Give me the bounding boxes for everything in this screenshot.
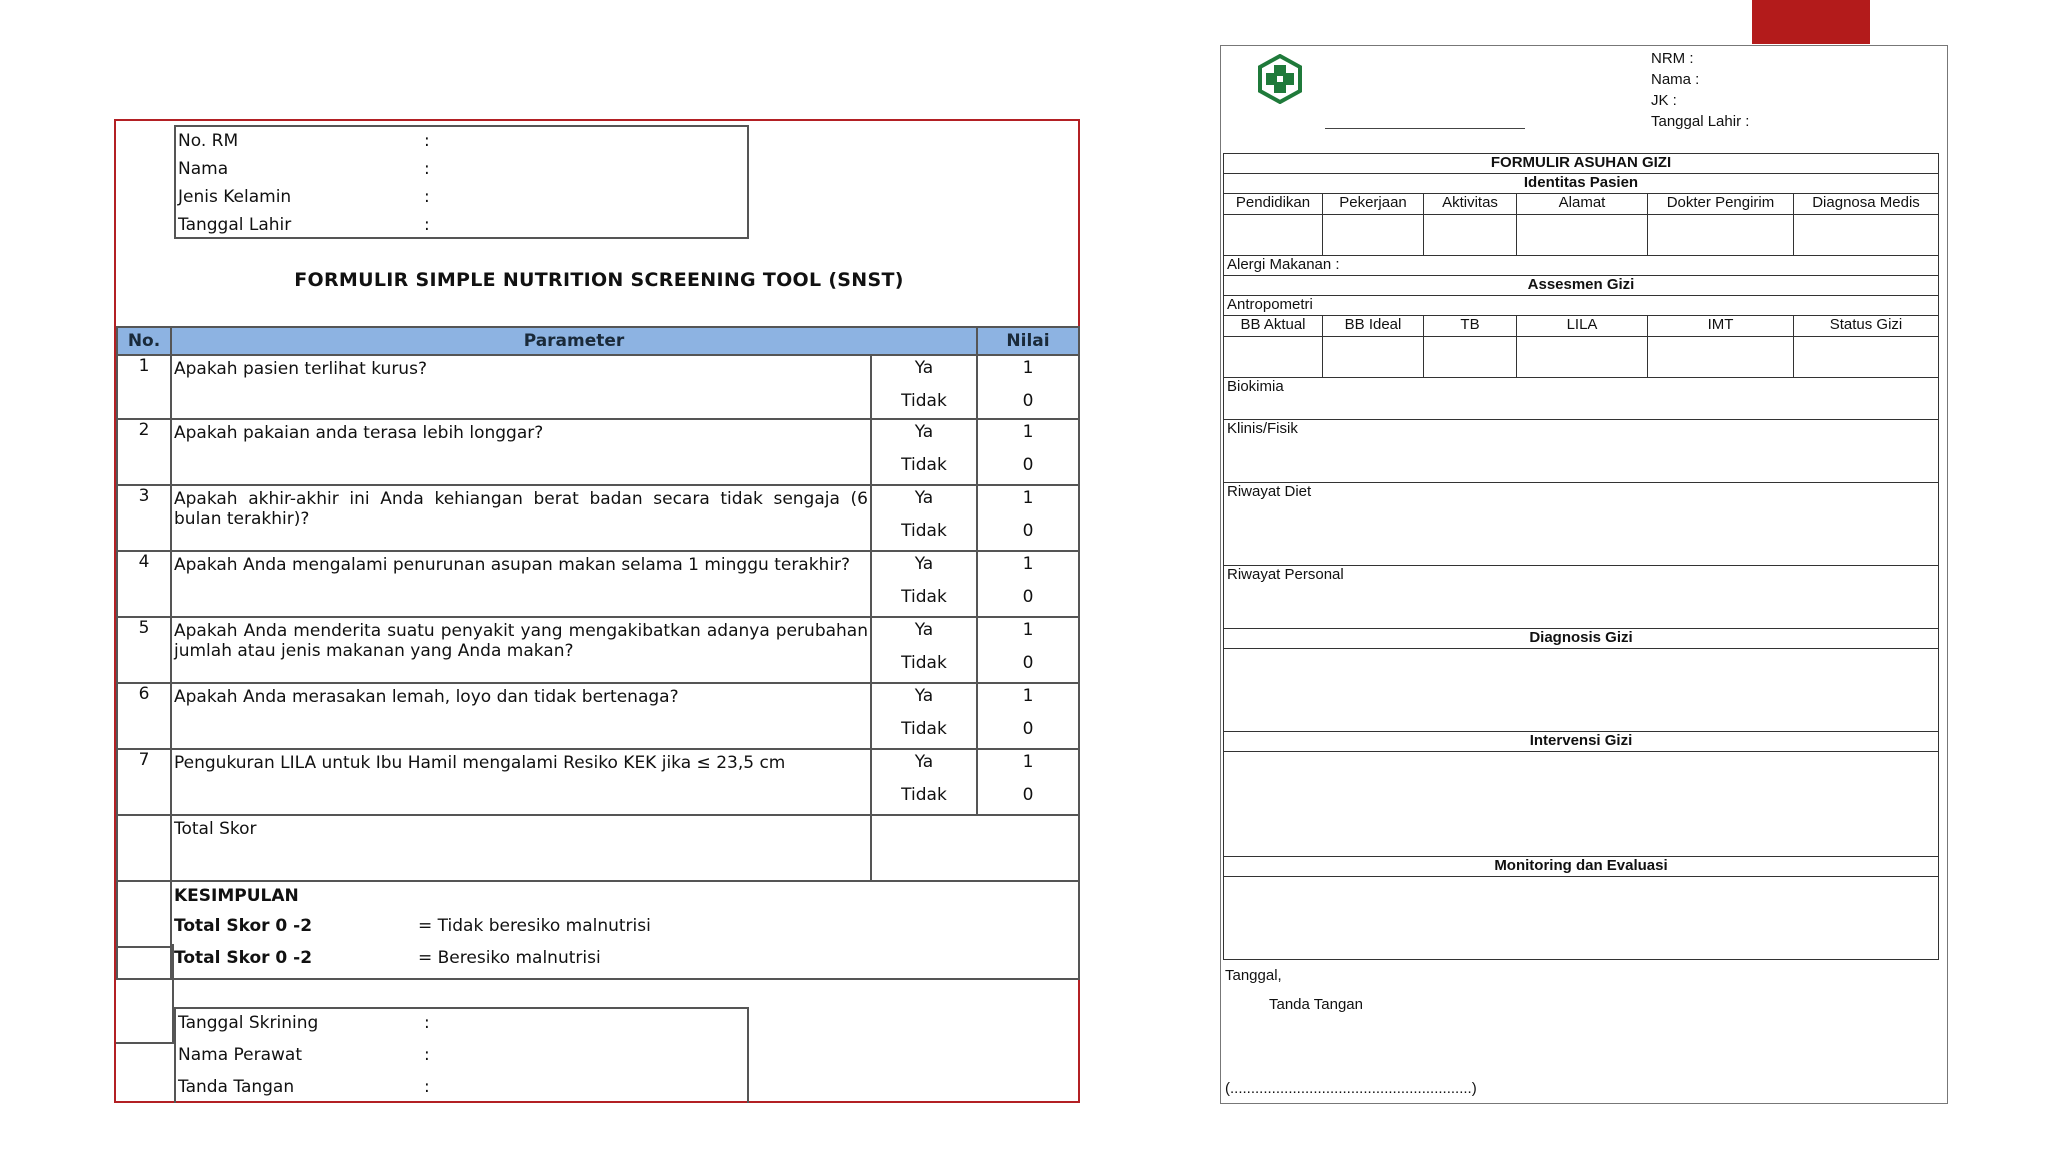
option-yes: Ya: [914, 422, 934, 442]
asuhan-gizi-form: [1220, 45, 1948, 1104]
question-row: [117, 617, 1079, 683]
option-no: Tidak: [901, 455, 947, 475]
field-colon: :: [424, 131, 430, 151]
snst-title: FORMULIR SIMPLE NUTRITION SCREENING TOOL (SNST): [294, 269, 904, 291]
field-colon: :: [424, 215, 430, 235]
col-diagnosa-medis: Diagnosa Medis: [1794, 194, 1939, 215]
field-colon: :: [424, 187, 430, 207]
value-no: 0: [1022, 785, 1034, 805]
conclusion-result: = Beresiko malnutrisi: [418, 948, 601, 968]
total-value-cell: [871, 815, 1079, 881]
value-no: 0: [1022, 719, 1034, 739]
value-yes: 1: [1022, 752, 1034, 772]
section-intervensi: Intervensi Gizi: [1224, 732, 1939, 752]
question-text: Apakah akhir-akhir ini Anda kehiangan berat badan secara tidak sengaja (6 bulan terakhir)?: [171, 485, 871, 551]
question-number: 1: [117, 355, 171, 419]
conclusion-result: = Tidak beresiko malnutrisi: [418, 916, 651, 936]
question-row: [117, 419, 1079, 485]
header-line: [1325, 128, 1525, 129]
option-yes: Ya: [914, 620, 934, 640]
conclusion-item: [174, 910, 1076, 942]
value-yes: 1: [1022, 358, 1034, 378]
section-assesmen: Assesmen Gizi: [1224, 276, 1939, 296]
gizi-table: [1223, 153, 1939, 960]
section-diagnosis: Diagnosis Gizi: [1224, 629, 1939, 649]
field-label: Tanggal Skrining: [178, 1013, 319, 1033]
option-yes: Ya: [914, 752, 934, 772]
value-yes: 1: [1022, 422, 1034, 442]
field-colon: :: [424, 1077, 430, 1097]
option-no: Tidak: [901, 521, 947, 541]
question-number: 4: [117, 551, 171, 617]
option-yes: Ya: [914, 554, 934, 574]
question-text: Apakah Anda merasakan lemah, loyo dan tidak bertenaga?: [171, 683, 871, 749]
total-label: Total Skor: [171, 815, 871, 881]
accent-tab: [1752, 0, 1870, 44]
conclusion-label: Total Skor 0 -2: [174, 948, 313, 968]
field-nrm: NRM :: [1651, 50, 1694, 67]
question-number: 3: [117, 485, 171, 551]
option-yes: Ya: [914, 488, 934, 508]
conclusion-row: [117, 881, 1079, 979]
value-no: 0: [1022, 391, 1034, 411]
field-label: No. RM: [178, 131, 239, 151]
option-yes: Ya: [914, 358, 934, 378]
col-aktivitas: Aktivitas: [1424, 194, 1517, 215]
value-no: 0: [1022, 587, 1034, 607]
col-dokter-pengirim: Dokter Pengirim: [1648, 194, 1794, 215]
question-number: 5: [117, 617, 171, 683]
snst-table: [116, 326, 1080, 980]
col-tb: TB: [1424, 316, 1517, 337]
monitoring-area: [1224, 877, 1939, 960]
option-no: Tidak: [901, 719, 947, 739]
question-row: [117, 355, 1079, 419]
table-header: [117, 327, 1079, 355]
question-number: 7: [117, 749, 171, 815]
label-tanda-tangan: Tanda Tangan: [1269, 996, 1363, 1013]
option-no: Tidak: [901, 653, 947, 673]
question-text: Apakah pakaian anda terasa lebih longgar?: [171, 419, 871, 485]
section-identitas: Identitas Pasien: [1224, 174, 1939, 194]
field-colon: :: [424, 1013, 430, 1033]
diagnosis-area: [1224, 649, 1939, 732]
value-no: 0: [1022, 521, 1034, 541]
field-label: Tanda Tangan: [178, 1077, 295, 1097]
question-text: Apakah pasien terlihat kurus?: [171, 355, 871, 419]
section-monitoring: Monitoring dan Evaluasi: [1224, 857, 1939, 877]
label-riwayat-diet: Riwayat Diet: [1224, 483, 1939, 566]
field-label: Jenis Kelamin: [178, 187, 292, 207]
col-bb-ideal: BB Ideal: [1323, 316, 1424, 337]
col-pendidikan: Pendidikan: [1224, 194, 1323, 215]
question-text: Apakah Anda mengalami penurunan asupan makan selama 1 minggu terakhir?: [171, 551, 871, 617]
col-lila: LILA: [1517, 316, 1648, 337]
label-alergi: Alergi Makanan :: [1224, 256, 1939, 276]
option-no: Tidak: [901, 391, 947, 411]
question-row: [117, 683, 1079, 749]
col-bb-aktual: BB Aktual: [1224, 316, 1323, 337]
label-tanggal: Tanggal,: [1225, 967, 1282, 984]
value-yes: 1: [1022, 554, 1034, 574]
question-number: 2: [117, 419, 171, 485]
total-row: [117, 815, 1079, 881]
field-label: Tanggal Lahir: [178, 215, 292, 235]
option-no: Tidak: [901, 785, 947, 805]
form-title: FORMULIR ASUHAN GIZI: [1224, 154, 1939, 174]
value-no: 0: [1022, 653, 1034, 673]
question-number: 6: [117, 683, 171, 749]
header-no: No.: [117, 327, 171, 355]
antropometri-input-row: [1224, 337, 1939, 378]
patient-info-box: [174, 125, 749, 239]
label-antropometri: Antropometri: [1224, 296, 1939, 316]
col-imt: IMT: [1648, 316, 1794, 337]
header-nilai: Nilai: [977, 327, 1079, 355]
value-yes: 1: [1022, 488, 1034, 508]
health-cross-logo-icon: [1255, 54, 1305, 104]
field-colon: :: [424, 159, 430, 179]
col-alamat: Alamat: [1517, 194, 1648, 215]
intervensi-area: [1224, 752, 1939, 857]
snst-form: [114, 119, 1080, 1103]
label-klinis-fisik: Klinis/Fisik: [1224, 420, 1939, 483]
screening-sign-box: [174, 1007, 749, 1103]
header-parameter: Parameter: [171, 327, 977, 355]
value-yes: 1: [1022, 620, 1034, 640]
field-nama: Nama :: [1651, 71, 1700, 88]
identitas-input-row: [1224, 215, 1939, 256]
label-riwayat-personal: Riwayat Personal: [1224, 566, 1939, 629]
field-label: Nama: [178, 159, 229, 179]
value-no: 0: [1022, 455, 1034, 475]
field-tanggal-lahir: Tanggal Lahir :: [1651, 113, 1750, 130]
field-label: Nama Perawat: [178, 1045, 303, 1065]
option-yes: Ya: [914, 686, 934, 706]
conclusion-label: Total Skor 0 -2: [174, 916, 313, 936]
question-row: [117, 551, 1079, 617]
value-yes: 1: [1022, 686, 1034, 706]
signature-line: (..........................................................): [1225, 1080, 1477, 1097]
label-biokimia: Biokimia: [1224, 378, 1939, 420]
question-row: [117, 485, 1079, 551]
conclusion-item: [174, 942, 1076, 974]
question-text: Apakah Anda menderita suatu penyakit yang mengakibatkan adanya perubahan jumlah atau jenis makanan yang Anda makan?: [171, 617, 871, 683]
option-no: Tidak: [901, 587, 947, 607]
field-jk: JK :: [1651, 92, 1677, 109]
conclusion-title: KESIMPULAN: [174, 886, 299, 906]
question-row: [117, 749, 1079, 815]
field-colon: :: [424, 1045, 430, 1065]
col-status-gizi: Status Gizi: [1794, 316, 1939, 337]
col-pekerjaan: Pekerjaan: [1323, 194, 1424, 215]
question-text: Pengukuran LILA untuk Ibu Hamil mengalami Resiko KEK jika ≤ 23,5 cm: [171, 749, 871, 815]
